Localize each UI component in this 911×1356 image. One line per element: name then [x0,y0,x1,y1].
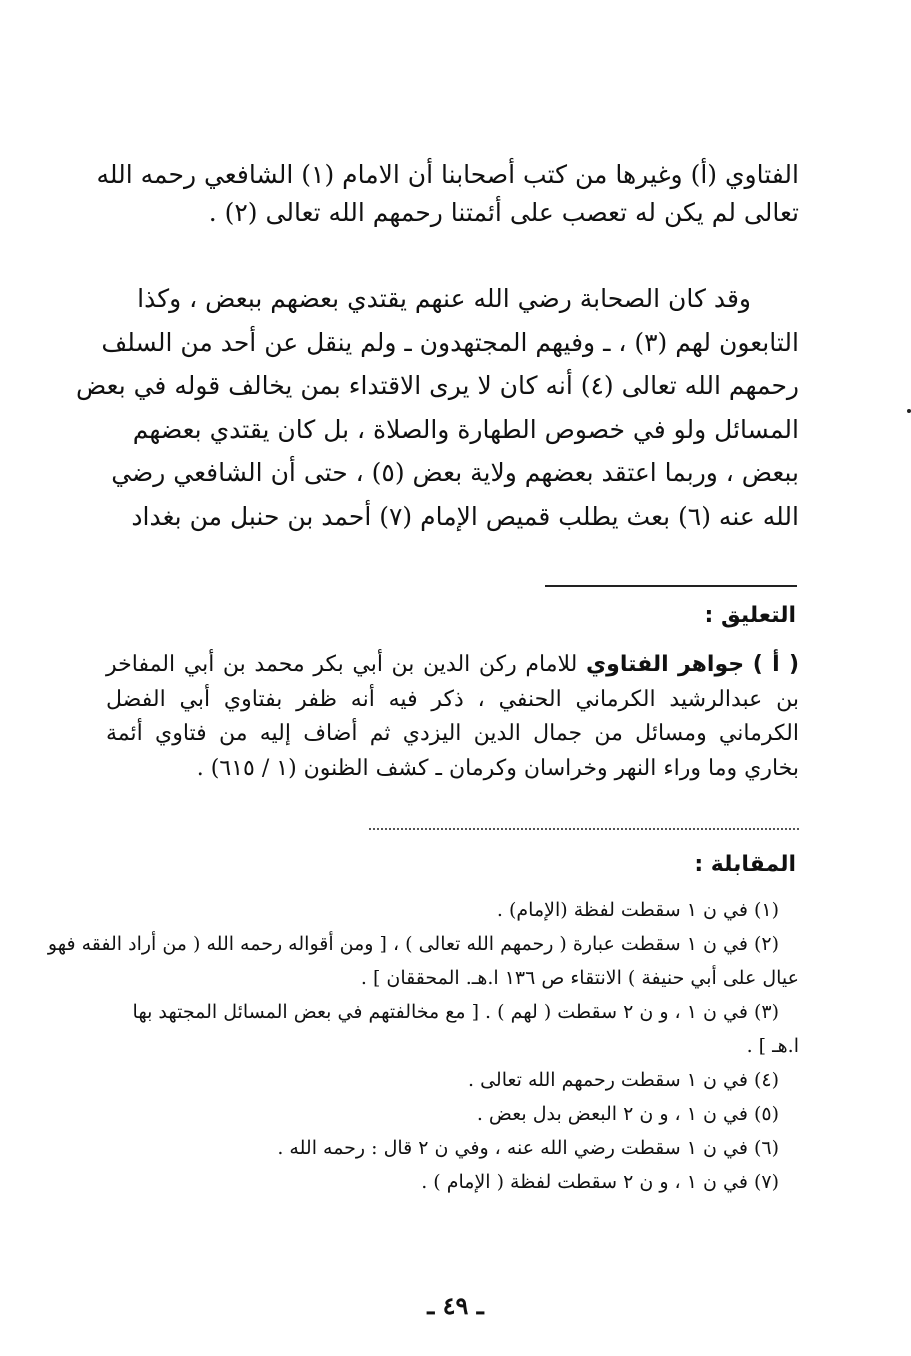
collation-note: (٣) في ن ١ ، و ن ٢ سقطت ( لهم ) . [ مع مخالفتهم في بعض المسائل المجتهد بها [132,1001,779,1023]
commentary-heading: التعليق : [704,603,796,628]
collation-note: (٧) في ن ١ ، و ن ٢ سقطت لفظة ( الإمام ) . [421,1171,779,1193]
text-line: التابعون لهم (٣) ، ـ وفيهم المجتهدون ـ ولم ينقل عن أحد من السلف [101,327,799,357]
commentary-title: جواهر الفتاوي [585,652,745,677]
page-number: ـ ٤٩ ـ [427,1291,484,1320]
collation-note-continuation: ا.هـ ] . [746,1035,799,1057]
commentary-marker: ( أ ) [752,652,800,677]
collation-note-continuation: عيال على أبي حنيفة ) الانتقاء ص ١٣٦ ا.هـ. المحققان ] . [360,967,799,989]
collation-note: (١) في ن ١ سقطت لفظة (الإمام) . [496,899,779,921]
dotted-separator [369,828,799,830]
margin-dot [907,409,911,413]
collation-note: (٢) في ن ١ سقطت عبارة ( رحمهم الله تعالى ) ، [ ومن أقواله رحمه الله ( من أراد الفقه فهو [47,933,779,955]
text-line: الله عنه (٦) بعث يطلب قميص الإمام (٧) أحمد بن حنبل من بغداد [131,501,799,531]
main-paragraph-2 [76,277,799,538]
text-line: الفتاوي (أ) وغيرها من كتب أصحابنا أن الامام (١) الشافعي رحمه الله [96,160,799,189]
text-line: تعالى لم يكن له تعصب على أئمتنا رحمهم الله تعالى (٢) . [208,198,799,227]
commentary-text: للامام ركن الدين بن أبي بكر محمد بن أبي المفاخر بن عبدالرشيد الكرماني الحنفي ، ذكر فيه أنه ظفر بفتاوي أبي الفضل الكرماني ومسائل من جمال الدين اليزدي ثم أضاف إليه من فتاوي أئمة بخاري وما وراء النهر وخراسان وكرمان ـ كشف الظنون (١ / ٦١٥) . [106,652,799,781]
collation-notes [47,893,799,1199]
collation-heading: المقابلة : [694,852,796,877]
text-line: رحمهم الله تعالى (٤) أنه كان لا يرى الاقتداء بمن يخالف قوله في بعض [76,371,799,400]
collation-note: (٤) في ن ١ سقطت رحمهم الله تعالى . [468,1069,779,1091]
commentary-note [106,648,799,786]
footnote-separator [545,585,797,587]
text-line: المسائل ولو في خصوص الطهارة والصلاة ، بل كان يقتدي بعضهم [132,414,799,444]
text-line: ببعض ، وربما اعتقد بعضهم ولاية بعض (٥) ، حتى أن الشافعي رضي [111,458,799,487]
text-line: وقد كان الصحابة رضي الله عنهم يقتدي بعضهم ببعض ، وكذا [137,284,751,313]
main-paragraph-1 [96,156,799,232]
collation-note: (٦) في ن ١ سقطت رضي الله عنه ، وفي ن ٢ قال : رحمه الله . [277,1137,779,1159]
collation-note: (٥) في ن ١ ، و ن ٢ البعض بدل بعض . [476,1103,779,1125]
